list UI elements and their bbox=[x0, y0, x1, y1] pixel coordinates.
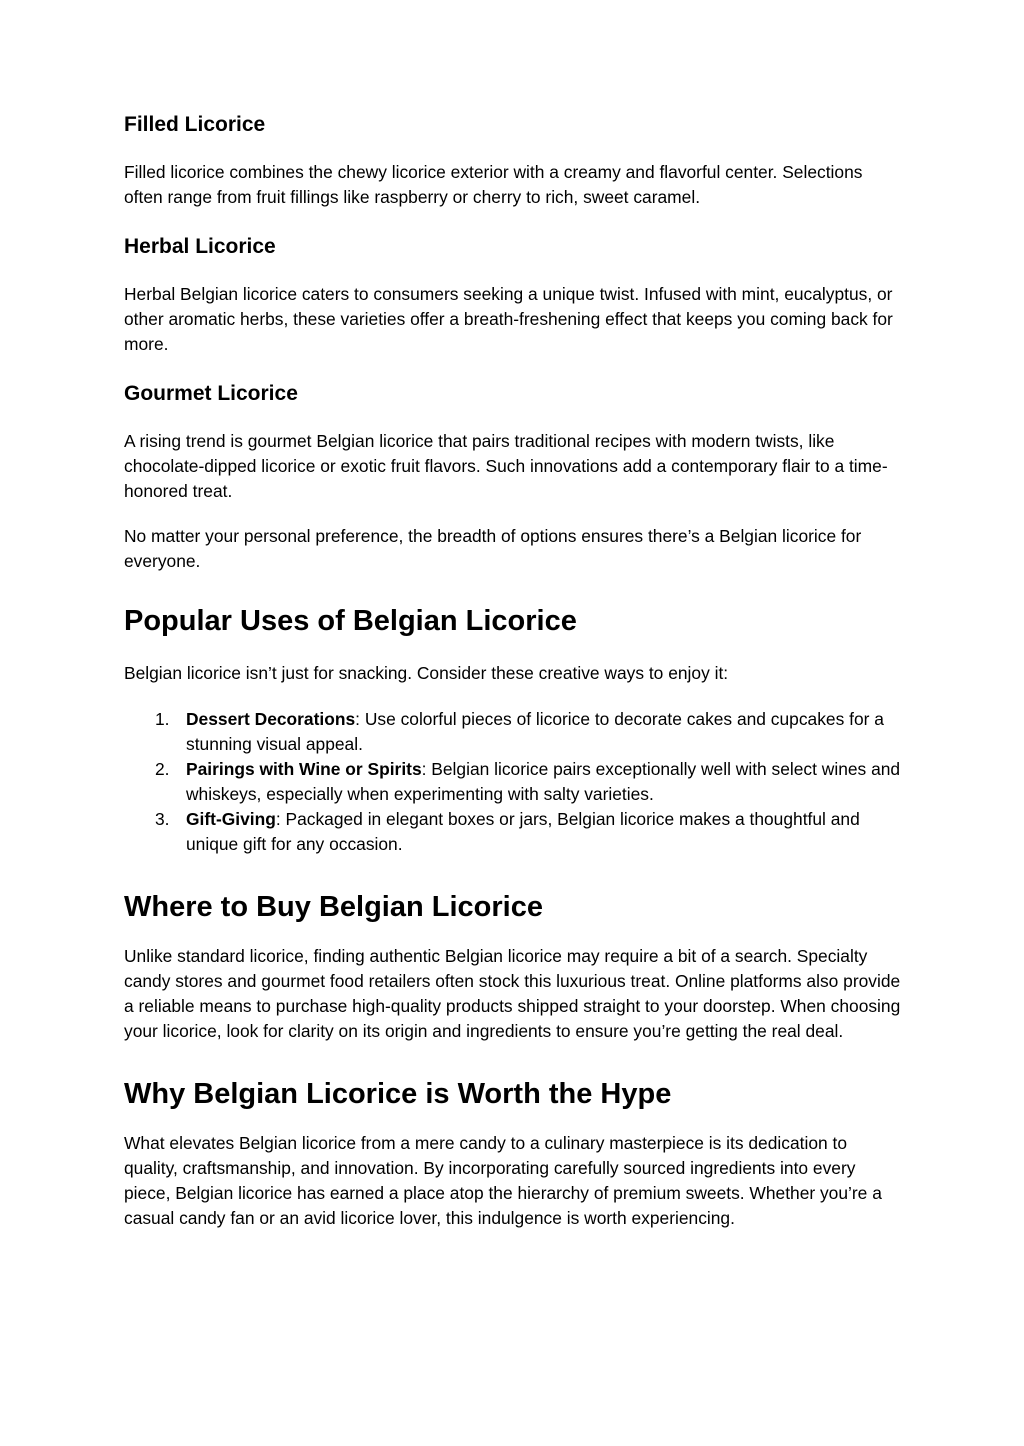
list-item-text: : Use colorful pieces of licorice to decorate cakes and cupcakes for a stunning visual appeal. bbox=[186, 709, 884, 754]
list-number: 1. bbox=[155, 709, 170, 729]
list-item-text: : Belgian licorice pairs exceptionally well with select wines and whiskeys, especially when experimenting with salty varieties. bbox=[186, 759, 901, 804]
filled-licorice-paragraph: Filled licorice combines the chewy licorice exterior with a creamy and flavorful center. Selections often range from fruit fillings like raspberry or cherry to rich, sweet caramel. bbox=[124, 162, 863, 207]
popular-uses-intro: Belgian licorice isn’t just for snacking. Consider these creative ways to enjoy it: bbox=[124, 663, 729, 683]
gourmet-licorice-paragraph: A rising trend is gourmet Belgian licorice that pairs traditional recipes with modern twists, like chocolate-dipped licorice or exotic fruit flavors. Such innovations add a contemporary flair to a time-honored treat. bbox=[124, 431, 888, 501]
worth-the-hype-heading: Why Belgian Licorice is Worth the Hype bbox=[124, 1078, 672, 1110]
popular-uses-heading: Popular Uses of Belgian Licorice bbox=[124, 605, 577, 637]
filled-licorice-heading: Filled Licorice bbox=[124, 113, 266, 136]
list-item-title: Gift-Giving bbox=[186, 809, 276, 829]
gourmet-licorice-heading: Gourmet Licorice bbox=[124, 382, 298, 405]
list-item bbox=[124, 807, 904, 857]
document-content bbox=[124, 112, 904, 1231]
list-item-title: Pairings with Wine or Spirits bbox=[186, 759, 422, 779]
worth-the-hype-paragraph: What elevates Belgian licorice from a mere candy to a culinary masterpiece is its dedication to quality, craftsmanship, and innovation. By incorporating carefully sourced ingredients into every piece, Belgian licorice has earned a place atop the hierarchy of premium sweets. Whether you’re a casual candy fan or an avid licorice lover, this indulgence is worth experiencing. bbox=[124, 1133, 882, 1228]
preference-paragraph: No matter your personal preference, the breadth of options ensures there’s a Belgian licorice for everyone. bbox=[124, 526, 862, 571]
list-item-text: : Packaged in elegant boxes or jars, Belgian licorice makes a thoughtful and unique gift for any occasion. bbox=[186, 809, 860, 854]
list-item bbox=[124, 757, 904, 807]
list-number: 2. bbox=[155, 759, 170, 779]
herbal-licorice-heading: Herbal Licorice bbox=[124, 235, 276, 258]
herbal-licorice-paragraph: Herbal Belgian licorice caters to consumers seeking a unique twist. Infused with mint, eucalyptus, or other aromatic herbs, these varieties offer a breath-freshening effect that keeps you coming back for more. bbox=[124, 284, 893, 354]
where-to-buy-paragraph: Unlike standard licorice, finding authentic Belgian licorice may require a bit of a search. Specialty candy stores and gourmet food retailers often stock this luxurious treat. Online platforms also provide a reliable means to purchase high-quality products shipped straight to your doorstep. When choosing your licorice, look for clarity on its origin and ingredients to ensure you’re getting the real deal. bbox=[124, 946, 901, 1041]
uses-list bbox=[124, 707, 904, 857]
list-item bbox=[124, 707, 904, 757]
list-number: 3. bbox=[155, 809, 170, 829]
where-to-buy-heading: Where to Buy Belgian Licorice bbox=[124, 891, 543, 923]
list-item-title: Dessert Decorations bbox=[186, 709, 356, 729]
